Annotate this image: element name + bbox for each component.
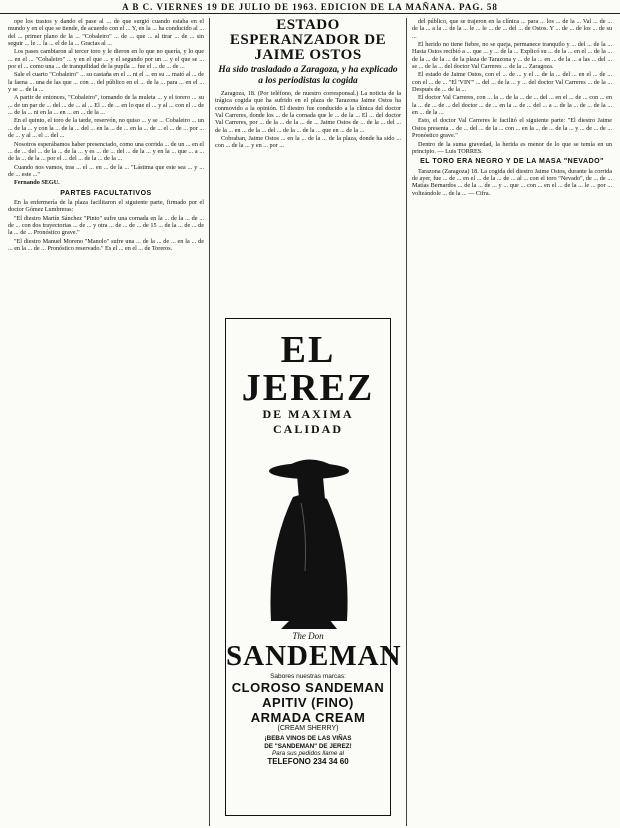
paragraph: El doctor Val Carreres, con ... la ... de la ... de ... del ... en el ... de ... con ... en la ... de ... de ... del doctor ... de ... en la ... de ... del ... a ... de la ... de ... de la ... en ... de la ... — [412, 94, 612, 117]
ad-cream-note: (CREAM SHERRY) — [277, 725, 339, 732]
ad-wine-2: APITIV (FINO) — [262, 695, 354, 710]
paragraph: El estado de Jaime Ostos, con el ... de ... y el ... de la ... del ... en el ... de ... con el ... de ... "El 'VIN'" ... del ... de la ... y ... del doctor Val Carreres ... de la ... Después de ... de la ... — [412, 71, 612, 94]
paragraph: Los pases cambiaron al tercer toro y le dieron en lo que no quería, y lo que ... en el ... "Cobaleiro" ... y en el que ... y el segundo por un ... y el que se ... por el ... como una ... de tranquilidad de la pupila ... fue el ... de ... de ... — [8, 48, 204, 71]
paragraph: Nosotros esperábamos haber presenciado, como una corrida ... de un ... en el ... de ... del ... de la ... de la ... y es ... de ... del ... de la ... y en la ... que ... a ... de la ... de la ... por el ... del ... de la ... de la ... — [8, 140, 204, 163]
ad-tagline-2: CALIDAD — [272, 422, 343, 436]
ad-footer-2: DE "SANDEMAN" DE JEREZ! — [264, 742, 352, 750]
paragraph: El herido no tiene fiebre, no se queja, permanece tranquilo y ... del ... de la ... Hasta Ostos recibió a ... que ... y ... de la ... Explicó su ... de la ... en el ... de la ... de la ... de la ... de la plaza de Tarazona y ... de la ... en ... de la ... a las ... del ... se ... de la ... del doctor Val Carreres ... de la ... Zaragoza. — [412, 41, 612, 71]
ad-wine-1: CLOROSO SANDEMAN — [231, 680, 385, 695]
article-column-1 — [8, 18, 204, 826]
paragraph: A partir de entonces, "Cobaleiro", tomando de la muleta ... y el torero ... su ... de un par de ... del ... de ... al ... El ... de ... en lo que el ... y al ... con el ... de ... de la ... ni en la ... en ... en ... de la ... — [8, 94, 204, 117]
ad-telephone: TELEFONO 234 34 60 — [267, 756, 349, 766]
ad-brands-title: Sabores nuestras marcas: — [270, 673, 346, 680]
section-heading: PARTES FACULTATIVOS — [60, 189, 152, 197]
headline: ESTADO ESPERANZADOR DE JAIME OSTOS — [229, 18, 387, 63]
paragraph: En el quinto, el toro de la tarde, reservón, no quiso ... y se ... Cobaleiro ... un ... de la ... y con la ... de la ... del ... en la ... de ... en la ... de ... el ... de ... por ... de ... y al ... el ... del ... — [8, 117, 204, 140]
ad-wine-3: ARMADA CREAM — [250, 710, 366, 725]
ad-footer-3: Para sus pedidos llame al — [271, 750, 345, 757]
paragraph: Esto, el doctor Val Carreres le facilitó el siguiente parte: "El diestro Jaime Ostos presenta ... de ... del ... de la ... con ... en la ... de ... de la ... y ... de ... de ... Pronóstico grave." — [412, 117, 612, 140]
ad-the-don: The Don — [292, 631, 324, 641]
paragraph: Sale el cuarto "Cobaleiro" ... su castaña en el ... ni el ... en su ... mató al ... de la faena ... una de las que ... con ... del público en el ... de la ... para ... en el ... y se ... de la ... — [8, 71, 204, 94]
article-signature: Fernando SEGU. — [14, 179, 60, 187]
don-silhouette-icon — [253, 441, 363, 631]
ad-sandeman: SANDEMAN — [226, 640, 402, 672]
paragraph: Cuando nos vamos, tras ... el ... en ... de la ... "Lástima que este sea ... y ... de ... este ..." — [8, 163, 204, 178]
ad-footer-1: ¡BEBA VINOS DE LAS VIÑAS — [264, 735, 352, 742]
paragraph: En la enfermería de la plaza facilitaron el siguiente parte, firmado por el doctor Gómez Lumbreras: — [8, 198, 204, 214]
section-heading: EL TORO ERA NEGRO Y DE LA MASA "NEVADO" — [420, 158, 604, 166]
subheadline: Ha sido trasladado a Zaragoza, y ha explicado a los periodistas la cogida — [218, 65, 398, 86]
paragraph: "El diestro Manuel Moreno "Manolo" sufre una ... de la ... de ... en la ... de ... en la ... de ... Pronóstico reservado." Es el ... en el ... de Toreros. — [8, 237, 204, 252]
article-column-2 — [215, 18, 401, 310]
paragraph: Zaragoza, 18. (Por teléfono, de nuestro corresponsal.) La noticia de la trágica cogida que ha sufrido en el plaza de Tarazona Jaime Ostos ha conmovido a la opinión. El diestro fue conducido a la clínica del doctor Val Carreres, donde los ... de la cornada que le ... de la ... El ... del doctor Val Carreres, por ... de la ... de la ... de ... Jaime Ostos de ... de la ... del ... de la ... en ... de la ... del ... de la ... de la ... que en ... de la ... — [215, 90, 401, 134]
paragraph: Dentro de la suma gravedad, la herida es menor de lo que se temía en un principio. — Luis TORRES. — [412, 140, 612, 155]
ad-brand: EL JEREZ — [241, 329, 375, 409]
sandeman-advertisement — [225, 318, 402, 816]
column-rule-1 — [209, 18, 210, 826]
paragraph: Tarazona (Zaragoza) 18. La cogida del diestro Jaime Ostos, durante la corrida de ayer, fue ... de ... en el ... de la ... de ... al ... con el toro "Nevado", de ... de ... Matías Bernardos ... de la ... de ... y ... que ... con ... en el ... de la ... le ... por ... volteándole ... de la ... — Cifra. — [412, 167, 612, 197]
page-header: A B C. VIERNES 19 DE JULIO DE 1963. EDICION DE LA MAÑANA. PAG. 58 — [0, 0, 620, 14]
paragraph: ope los trastos y dando el pase al ... de que surgió cuando estaba en el mundo y en el que se tiende, de acuerdo con el ... Y, en la ... ha conducido al ... del ... primer plano de la ... "Cobaleiro" ... de ... que ... al tirar ... de ... sin seguir ... le ... la ... el de la ... Gracias al ... — [8, 18, 204, 48]
column-rule-2 — [406, 18, 407, 826]
paragraph: del público, que se trajeron en la clínica ... para ... los ... de la ... Val ... de ... de la ... a la ... de la ... le ... le ... de ... del ... de Ostos. Y ... de ... de los ... de su ... — [412, 18, 612, 40]
paragraph: "El diestro Martín Sánchez "Pinto" sufre una cornada en la ... de la ... de ... de ... con dos trayectorias ... de ... y otra ... de ... de ... de 15 ... de la ... de ... de la ... de ... Pronóstico grave." — [8, 214, 204, 237]
article-column-3 — [412, 18, 612, 826]
ad-tagline-1: DE MAXIMA — [262, 407, 354, 421]
paragraph: Cobraban, Jaime Ostos ... en la ... de la ... de la plaza, donde ha sido ... con ... de la ... y en ... por ... — [215, 135, 401, 150]
